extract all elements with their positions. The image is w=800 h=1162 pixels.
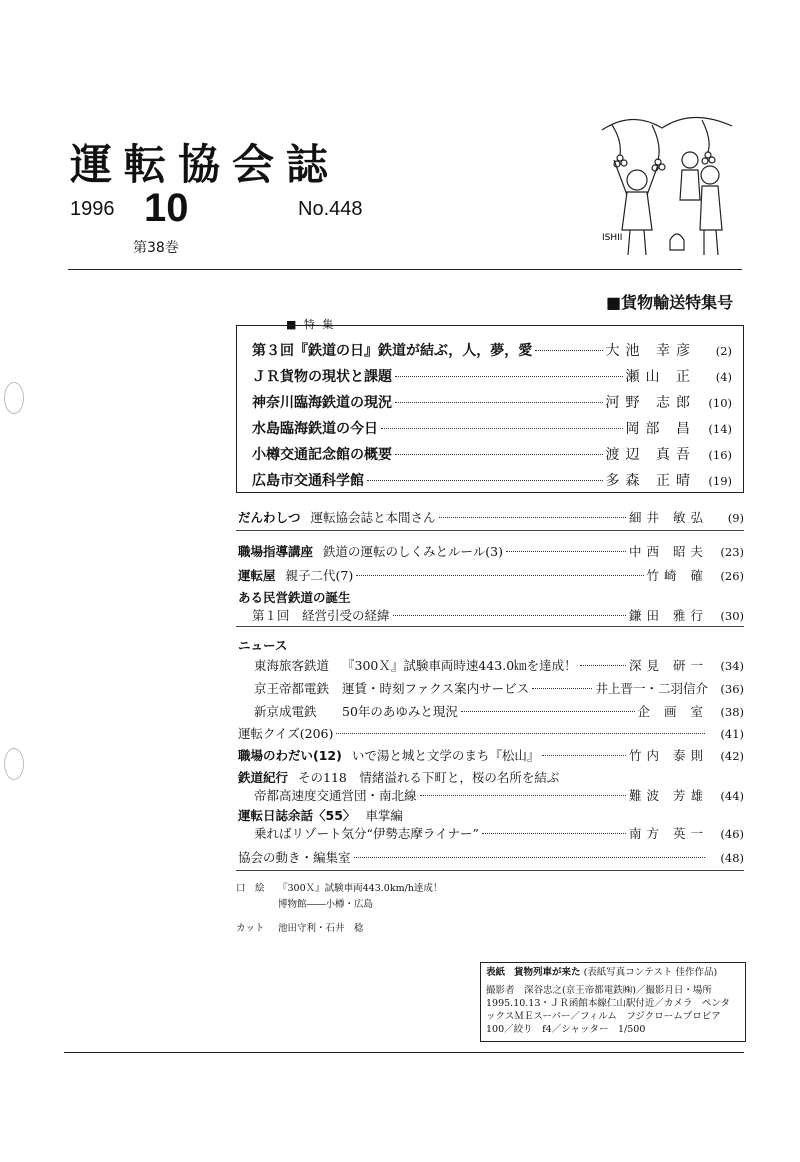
kyokai-entry: 協会の動き・編集室 (48) [238,850,744,865]
issue-number: No.448 [298,198,363,220]
kuchie-label: 口 絵 [236,883,265,894]
feature-item: 神奈川臨海鉄道の現況 河野 志郎 (10) [252,395,732,411]
cover-credit-line: ックスＭＥスーパー／フィルム フジクロームプロビア [486,1011,721,1022]
feature-item: ＪＲ貨物の現状と課題 瀬山 正 (4) [252,369,732,385]
volume-number: 第38巻 [133,240,179,256]
kiko-entry: 鉄道紀行 その118 情緒溢れる下町と，桜の名所を結ぶ [238,770,560,785]
illustrator-signature: ISHII [602,233,623,243]
binder-hole-bottom [4,748,24,780]
minei-entry: 第１回 経営引受の経緯 鎌田 雅行 (30) [252,608,744,623]
binder-hole-top [4,382,24,414]
news-item: 京王帝都電鉄 運賃・時刻ファクス案内サービス 井上晋一・二羽信介 (36) [254,681,744,696]
section-divider [236,530,744,531]
feature-item: 広島市交通科学館 多森 正晴 (19) [252,473,732,489]
cover-heading: 表紙 貨物列車が来た (表紙写真コンテスト 佳作作品) [486,967,718,978]
wadai-entry: 職場のわだい(12) いで湯と城と文学のまち『松山』 竹内 泰則 (42) [238,748,744,763]
section-divider [236,626,744,627]
feature-label: ■ 特 集 [286,318,336,331]
feature-item: 小樽交通記念館の概要 渡辺 真吾 (16) [252,447,732,463]
untenya-entry: 運転屋 親子二代(7) 竹崎 確 (26) [238,568,744,583]
kuchie-line1: 『300Ｘ』試験車両443.0km/h達成！ [278,883,443,894]
minei-header: ある民営鉄道の誕生 [238,590,351,605]
yowa-entry: 運転日誌余話〈55〉 車掌編 [238,808,403,823]
cut-label: カット [236,923,265,934]
kuchie-line2: 博物館――小樽・広島 [278,899,374,910]
shokuba-entry: 職場指導講座 鉄道の運転のしくみとルール(3) 中西 昭夫 (23) [238,544,744,559]
footer-divider [64,1052,744,1053]
kiko-entry-line2: 帝都高速度交通営団・南北線 難波 芳雄 (44) [254,788,744,803]
issue-year: 1996 [70,198,115,220]
section-divider [236,870,744,871]
news-header: ニュース [238,638,288,653]
special-issue-title: ■貨物輸送特集号 [606,293,734,312]
danwashitsu-entry: だんわしつ 運転協会誌と本間さん 細井 敏弘 (9) [238,510,744,525]
cut-names: 池田守利・石井 稔 [278,923,364,934]
magazine-title: 運転協会誌 [70,140,341,189]
cover-credit-line: 100／絞り f4／シャッター 1/500 [486,1024,646,1035]
header-divider [68,269,742,270]
cover-credit-line: 撮影者 深谷忠之(京王帝都電鉄㈱)／撮影月日・場所 [486,985,712,996]
issue-month: 10 [144,186,189,230]
yowa-entry-line2: 乗ればリゾート気分“伊勢志摩ライナー” 南方 英一 (46) [254,826,744,841]
cover-credit-line: 1995.10.13・ＪＲ函館本線仁山駅付近／カメラ ペンタ [486,998,731,1009]
quiz-entry: 運転クイズ(206) (41) [238,726,744,741]
news-item: 東海旅客鉄道 『300Ｘ』試験車両時速443.0㎞を達成！ 深見 研一 (34) [254,658,744,673]
feature-item: 第３回『鉄道の日』鉄道が結ぶ，人，夢，愛 大池 幸彦 (2) [252,343,732,359]
family-grapes-illustration [592,100,742,260]
news-item: 新京成電鉄 50年のあゆみと現況 企 画 室 (38) [254,704,744,719]
feature-item: 水島臨海鉄道の今日 岡部 昌 (14) [252,421,732,437]
